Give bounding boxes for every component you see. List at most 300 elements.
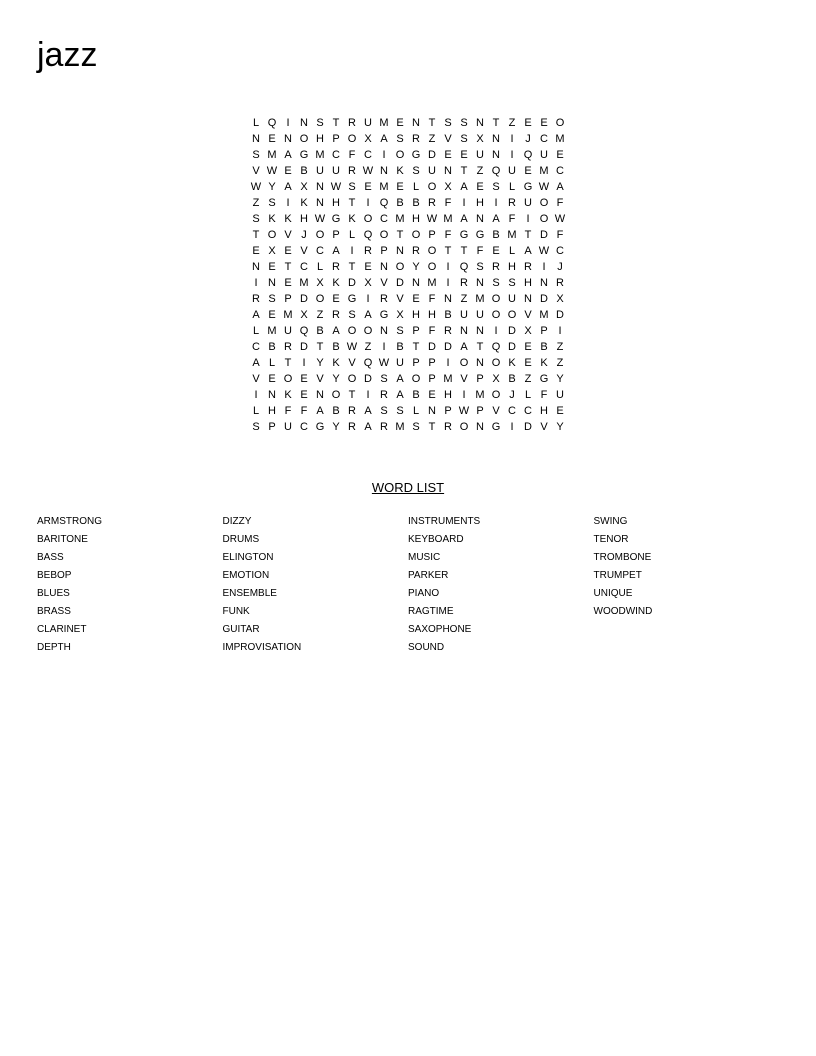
grid-letter: O <box>459 421 469 433</box>
grid-letter: E <box>284 165 292 177</box>
grid-letter: O <box>411 229 421 241</box>
grid-letter: F <box>476 245 484 257</box>
grid-letter: N <box>476 277 484 289</box>
grid-letter: A <box>380 133 388 145</box>
grid-letter: K <box>284 389 292 401</box>
grid-letter: C <box>300 421 308 433</box>
word-list-item: BEBOP <box>37 570 72 581</box>
grid-letter: Q <box>491 165 501 177</box>
grid-letter: G <box>523 181 533 193</box>
grid-letter: Z <box>524 373 532 385</box>
grid-letter: X <box>364 277 372 289</box>
grid-letter: L <box>268 357 276 369</box>
grid-letter: H <box>316 133 324 145</box>
grid-letter: I <box>462 197 466 209</box>
grid-letter: D <box>300 293 308 305</box>
grid-letter: H <box>412 309 420 321</box>
grid-letter: E <box>412 293 420 305</box>
grid-letter: R <box>332 309 340 321</box>
grid-letter: D <box>348 277 356 289</box>
grid-letter: S <box>268 197 276 209</box>
grid-letter: N <box>524 293 532 305</box>
grid-letter: B <box>332 341 340 353</box>
grid-letter: R <box>380 421 388 433</box>
grid-letter: S <box>460 133 468 145</box>
grid-letter: L <box>508 181 516 193</box>
grid-letter: J <box>509 389 515 401</box>
grid-letter: E <box>364 261 372 273</box>
grid-letter: D <box>444 341 452 353</box>
grid-letter: Z <box>508 117 516 129</box>
grid-letter: B <box>540 341 548 353</box>
grid-letter: O <box>347 373 357 385</box>
grid-letter: A <box>364 421 372 433</box>
grid-letter: E <box>268 261 276 273</box>
grid-letter: E <box>396 117 404 129</box>
grid-letter: E <box>540 117 548 129</box>
grid-letter: V <box>252 373 260 385</box>
grid-letter: V <box>396 293 404 305</box>
grid-letter: N <box>252 133 260 145</box>
grid-letter: G <box>347 293 357 305</box>
grid-letter: S <box>396 133 404 145</box>
word-list-item: KEYBOARD <box>408 534 464 545</box>
grid-letter: T <box>284 261 292 273</box>
grid-letter: I <box>286 197 290 209</box>
grid-letter: R <box>428 197 436 209</box>
grid-letter: Z <box>428 133 436 145</box>
grid-letter: D <box>556 309 564 321</box>
grid-letter: E <box>524 165 532 177</box>
grid-letter: M <box>267 149 277 161</box>
grid-letter: I <box>494 325 498 337</box>
grid-letter: O <box>299 133 309 145</box>
grid-letter: M <box>443 213 453 225</box>
grid-letter: X <box>524 325 532 337</box>
grid-letter: W <box>426 213 438 225</box>
word-list-item: SAXOPHONE <box>408 624 472 635</box>
word-list-item: ARMSTRONG <box>37 516 102 527</box>
grid-letter: N <box>316 197 324 209</box>
grid-letter: N <box>316 389 324 401</box>
word-list-item: INSTRUMENTS <box>408 516 481 527</box>
grid-letter: T <box>284 357 292 369</box>
grid-letter: N <box>380 261 388 273</box>
grid-letter: B <box>300 165 308 177</box>
grid-letter: L <box>524 389 532 401</box>
grid-letter: O <box>507 309 517 321</box>
grid-letter: F <box>428 293 436 305</box>
grid-row <box>248 339 568 355</box>
grid-letter: K <box>268 213 276 225</box>
grid-letter: I <box>462 389 466 401</box>
grid-letter: R <box>348 117 356 129</box>
grid-letter: O <box>395 261 405 273</box>
grid-letter: O <box>363 325 373 337</box>
grid-letter: R <box>492 261 500 273</box>
grid-letter: R <box>348 165 356 177</box>
grid-letter: S <box>460 117 468 129</box>
grid-letter: C <box>332 149 340 161</box>
grid-letter: P <box>428 229 436 241</box>
grid-letter: W <box>554 213 566 225</box>
grid-letter: D <box>540 293 548 305</box>
grid-letter: N <box>396 245 404 257</box>
grid-row <box>248 243 568 259</box>
grid-letter: T <box>524 229 532 241</box>
grid-letter: J <box>525 133 531 145</box>
grid-letter: O <box>459 357 469 369</box>
grid-letter: I <box>494 197 498 209</box>
grid-letter: R <box>380 293 388 305</box>
grid-letter: O <box>427 245 437 257</box>
grid-letter: Z <box>316 309 324 321</box>
grid-letter: E <box>268 309 276 321</box>
grid-letter: A <box>364 405 372 417</box>
word-list-heading: WORD LIST <box>371 480 445 495</box>
word-list-item: MUSIC <box>408 552 441 563</box>
grid-letter: E <box>364 181 372 193</box>
grid-letter: N <box>492 133 500 145</box>
grid-letter: X <box>300 309 308 321</box>
grid-letter: V <box>316 373 324 385</box>
grid-letter: F <box>428 325 436 337</box>
word-list <box>37 513 779 657</box>
grid-letter: Q <box>267 117 277 129</box>
grid-letter: F <box>284 405 292 417</box>
word-list-item: FUNK <box>222 606 250 617</box>
grid-letter: W <box>458 405 470 417</box>
grid-letter: O <box>347 133 357 145</box>
grid-row <box>248 115 568 131</box>
grid-letter: X <box>476 133 484 145</box>
grid-row <box>248 387 568 403</box>
grid-letter: B <box>412 197 420 209</box>
grid-letter: C <box>508 405 516 417</box>
word-list-item: WOODWIND <box>593 606 653 617</box>
grid-letter: U <box>540 149 548 161</box>
word-list-item: ENSEMBLE <box>222 588 277 599</box>
grid-letter: B <box>396 197 404 209</box>
word-list-column <box>594 513 780 657</box>
grid-letter: N <box>476 117 484 129</box>
word-list-item: SWING <box>593 516 628 527</box>
grid-letter: O <box>539 197 549 209</box>
grid-letter: E <box>396 181 404 193</box>
word-list-item: BASS <box>37 552 64 563</box>
grid-letter: T <box>252 229 260 241</box>
grid-letter: I <box>542 261 546 273</box>
grid-letter: R <box>380 389 388 401</box>
grid-letter: O <box>491 389 501 401</box>
grid-letter: D <box>524 421 532 433</box>
grid-letter: E <box>268 373 276 385</box>
grid-letter: U <box>428 165 436 177</box>
grid-letter: N <box>268 389 276 401</box>
grid-letter: L <box>412 405 420 417</box>
grid-letter: C <box>300 261 308 273</box>
grid-letter: U <box>508 165 516 177</box>
grid-letter: A <box>252 309 260 321</box>
grid-letter: K <box>300 197 308 209</box>
grid-letter: P <box>428 357 436 369</box>
grid-letter: D <box>540 229 548 241</box>
grid-letter: A <box>492 213 500 225</box>
grid-letter: U <box>284 421 292 433</box>
word-list-item: BRASS <box>37 606 71 617</box>
word-list-item: UNIQUE <box>593 588 633 599</box>
grid-letter: S <box>444 117 452 129</box>
grid-row <box>248 147 568 163</box>
word-list-item: PARKER <box>408 570 449 581</box>
word-list-item: ELINGTON <box>222 552 274 563</box>
grid-letter: A <box>316 405 324 417</box>
grid-letter: I <box>510 421 514 433</box>
grid-row <box>248 195 568 211</box>
grid-letter: X <box>492 373 500 385</box>
grid-letter: U <box>476 309 484 321</box>
grid-letter: S <box>348 181 356 193</box>
grid-letter: A <box>252 357 260 369</box>
grid-letter: U <box>396 357 404 369</box>
grid-letter: N <box>476 213 484 225</box>
grid-letter: N <box>460 325 468 337</box>
grid-letter: V <box>492 405 500 417</box>
grid-letter: A <box>284 181 292 193</box>
grid-letter: R <box>444 325 452 337</box>
grid-letter: W <box>538 181 550 193</box>
word-list-item: EMOTION <box>222 570 270 581</box>
grid-letter: E <box>268 133 276 145</box>
grid-row <box>248 307 568 323</box>
grid-letter: K <box>540 357 548 369</box>
grid-letter: R <box>284 341 292 353</box>
grid-letter: M <box>283 309 293 321</box>
grid-letter: O <box>427 181 437 193</box>
grid-letter: I <box>382 149 386 161</box>
grid-letter: T <box>428 421 436 433</box>
grid-letter: P <box>332 229 340 241</box>
grid-letter: M <box>379 117 389 129</box>
grid-letter: W <box>266 165 278 177</box>
grid-letter: P <box>476 373 484 385</box>
grid-letter: V <box>284 229 292 241</box>
grid-letter: H <box>444 389 452 401</box>
grid-letter: T <box>460 245 468 257</box>
grid-letter: H <box>300 213 308 225</box>
grid-letter: U <box>332 165 340 177</box>
grid-letter: U <box>284 325 292 337</box>
grid-letter: P <box>476 405 484 417</box>
grid-letter: X <box>396 309 404 321</box>
grid-letter: T <box>492 117 500 129</box>
grid-letter: S <box>412 165 420 177</box>
grid-letter: N <box>412 277 420 289</box>
grid-letter: U <box>524 197 532 209</box>
grid-letter: K <box>508 357 516 369</box>
grid-letter: N <box>300 117 308 129</box>
grid-letter: Z <box>556 341 564 353</box>
grid-letter: E <box>284 245 292 257</box>
grid-letter: R <box>524 261 532 273</box>
grid-letter: Q <box>379 197 389 209</box>
grid-letter: O <box>283 373 293 385</box>
grid-letter: X <box>316 277 324 289</box>
grid-letter: O <box>267 229 277 241</box>
grid-letter: M <box>443 373 453 385</box>
grid-letter: L <box>508 245 516 257</box>
grid-letter: R <box>412 133 420 145</box>
grid-letter: P <box>412 357 420 369</box>
grid-letter: O <box>315 293 325 305</box>
grid-letter: G <box>475 229 485 241</box>
grid-letter: T <box>428 117 436 129</box>
word-list-item: RAGTIME <box>408 606 454 617</box>
grid-letter: I <box>286 117 290 129</box>
grid-letter: S <box>380 405 388 417</box>
grid-letter: I <box>446 261 450 273</box>
grid-letter: K <box>332 357 340 369</box>
grid-letter: G <box>411 149 421 161</box>
word-list-item: BARITONE <box>37 534 88 545</box>
grid-letter: U <box>556 389 564 401</box>
grid-letter: X <box>268 245 276 257</box>
grid-letter: N <box>412 117 420 129</box>
grid-letter: I <box>510 133 514 145</box>
grid-letter: L <box>252 117 260 129</box>
grid-letter: L <box>252 405 260 417</box>
grid-row <box>248 227 568 243</box>
grid-letter: O <box>411 373 421 385</box>
grid-letter: P <box>380 245 388 257</box>
grid-letter: Y <box>332 421 340 433</box>
grid-letter: I <box>382 341 386 353</box>
grid-letter: O <box>363 213 373 225</box>
grid-letter: S <box>492 181 500 193</box>
grid-row <box>248 403 568 419</box>
grid-letter: F <box>348 149 356 161</box>
grid-letter: N <box>428 405 436 417</box>
grid-letter: K <box>332 277 340 289</box>
grid-letter: F <box>508 213 516 225</box>
word-list-item: GUITAR <box>222 624 260 635</box>
grid-letter: S <box>316 117 324 129</box>
grid-letter: E <box>524 117 532 129</box>
grid-letter: N <box>444 293 452 305</box>
grid-letter: E <box>332 293 340 305</box>
grid-letter: Q <box>363 357 373 369</box>
grid-letter: E <box>428 389 436 401</box>
grid-letter: O <box>491 293 501 305</box>
grid-letter: I <box>366 389 370 401</box>
grid-letter: V <box>380 277 388 289</box>
grid-letter: E <box>556 405 564 417</box>
grid-letter: A <box>460 341 468 353</box>
grid-letter: D <box>508 341 516 353</box>
grid-letter: V <box>540 421 548 433</box>
grid-letter: S <box>348 309 356 321</box>
grid-letter: D <box>300 341 308 353</box>
grid-letter: D <box>508 325 516 337</box>
grid-letter: N <box>316 181 324 193</box>
grid-letter: Y <box>556 373 564 385</box>
grid-letter: P <box>540 325 548 337</box>
grid-letter: W <box>538 245 550 257</box>
grid-letter: I <box>446 277 450 289</box>
grid-letter: M <box>507 229 517 241</box>
grid-row <box>248 355 568 371</box>
grid-letter: I <box>302 357 306 369</box>
grid-letter: E <box>284 277 292 289</box>
grid-letter: Y <box>412 261 420 273</box>
grid-letter: N <box>540 277 548 289</box>
grid-letter: Q <box>363 229 373 241</box>
grid-letter: B <box>444 309 452 321</box>
grid-letter: P <box>412 325 420 337</box>
grid-letter: M <box>427 277 437 289</box>
grid-letter: N <box>380 165 388 177</box>
grid-letter: V <box>460 373 468 385</box>
grid-row <box>248 259 568 275</box>
grid-letter: Q <box>299 325 309 337</box>
grid-letter: G <box>379 309 389 321</box>
grid-letter: W <box>250 181 262 193</box>
grid-letter: O <box>379 229 389 241</box>
grid-letter: A <box>524 245 532 257</box>
grid-letter: M <box>475 389 485 401</box>
grid-letter: D <box>428 341 436 353</box>
grid-letter: A <box>332 245 340 257</box>
grid-letter: V <box>300 245 308 257</box>
grid-letter: E <box>252 245 260 257</box>
grid-letter: M <box>539 165 549 177</box>
grid-letter: B <box>316 325 324 337</box>
grid-letter: R <box>460 277 468 289</box>
grid-letter: A <box>284 149 292 161</box>
grid-letter: F <box>556 229 564 241</box>
grid-letter: C <box>556 245 564 257</box>
grid-letter: K <box>348 213 356 225</box>
grid-letter: U <box>476 149 484 161</box>
grid-letter: E <box>524 341 532 353</box>
grid-letter: Z <box>476 165 484 177</box>
grid-letter: H <box>268 405 276 417</box>
word-list-item: TRUMPET <box>593 570 642 581</box>
grid-letter: E <box>492 245 500 257</box>
grid-letter: B <box>396 341 404 353</box>
word-list-item: TROMBONE <box>593 552 652 563</box>
grid-letter: N <box>380 325 388 337</box>
grid-letter: B <box>332 405 340 417</box>
grid-letter: P <box>284 293 292 305</box>
grid-letter: R <box>412 245 420 257</box>
grid-letter: A <box>460 213 468 225</box>
word-list-item: CLARINET <box>37 624 87 635</box>
word-list-item: DIZZY <box>222 516 252 527</box>
grid-letter: N <box>444 165 452 177</box>
grid-letter: E <box>556 149 564 161</box>
grid-letter: B <box>412 389 420 401</box>
grid-letter: F <box>444 229 452 241</box>
grid-letter: H <box>428 309 436 321</box>
grid-letter: G <box>491 421 501 433</box>
grid-letter: T <box>348 389 356 401</box>
word-list-item: SOUND <box>408 642 445 653</box>
grid-letter: T <box>460 165 468 177</box>
grid-letter: T <box>476 341 484 353</box>
grid-letter: S <box>476 261 484 273</box>
word-list-item: TENOR <box>593 534 629 545</box>
